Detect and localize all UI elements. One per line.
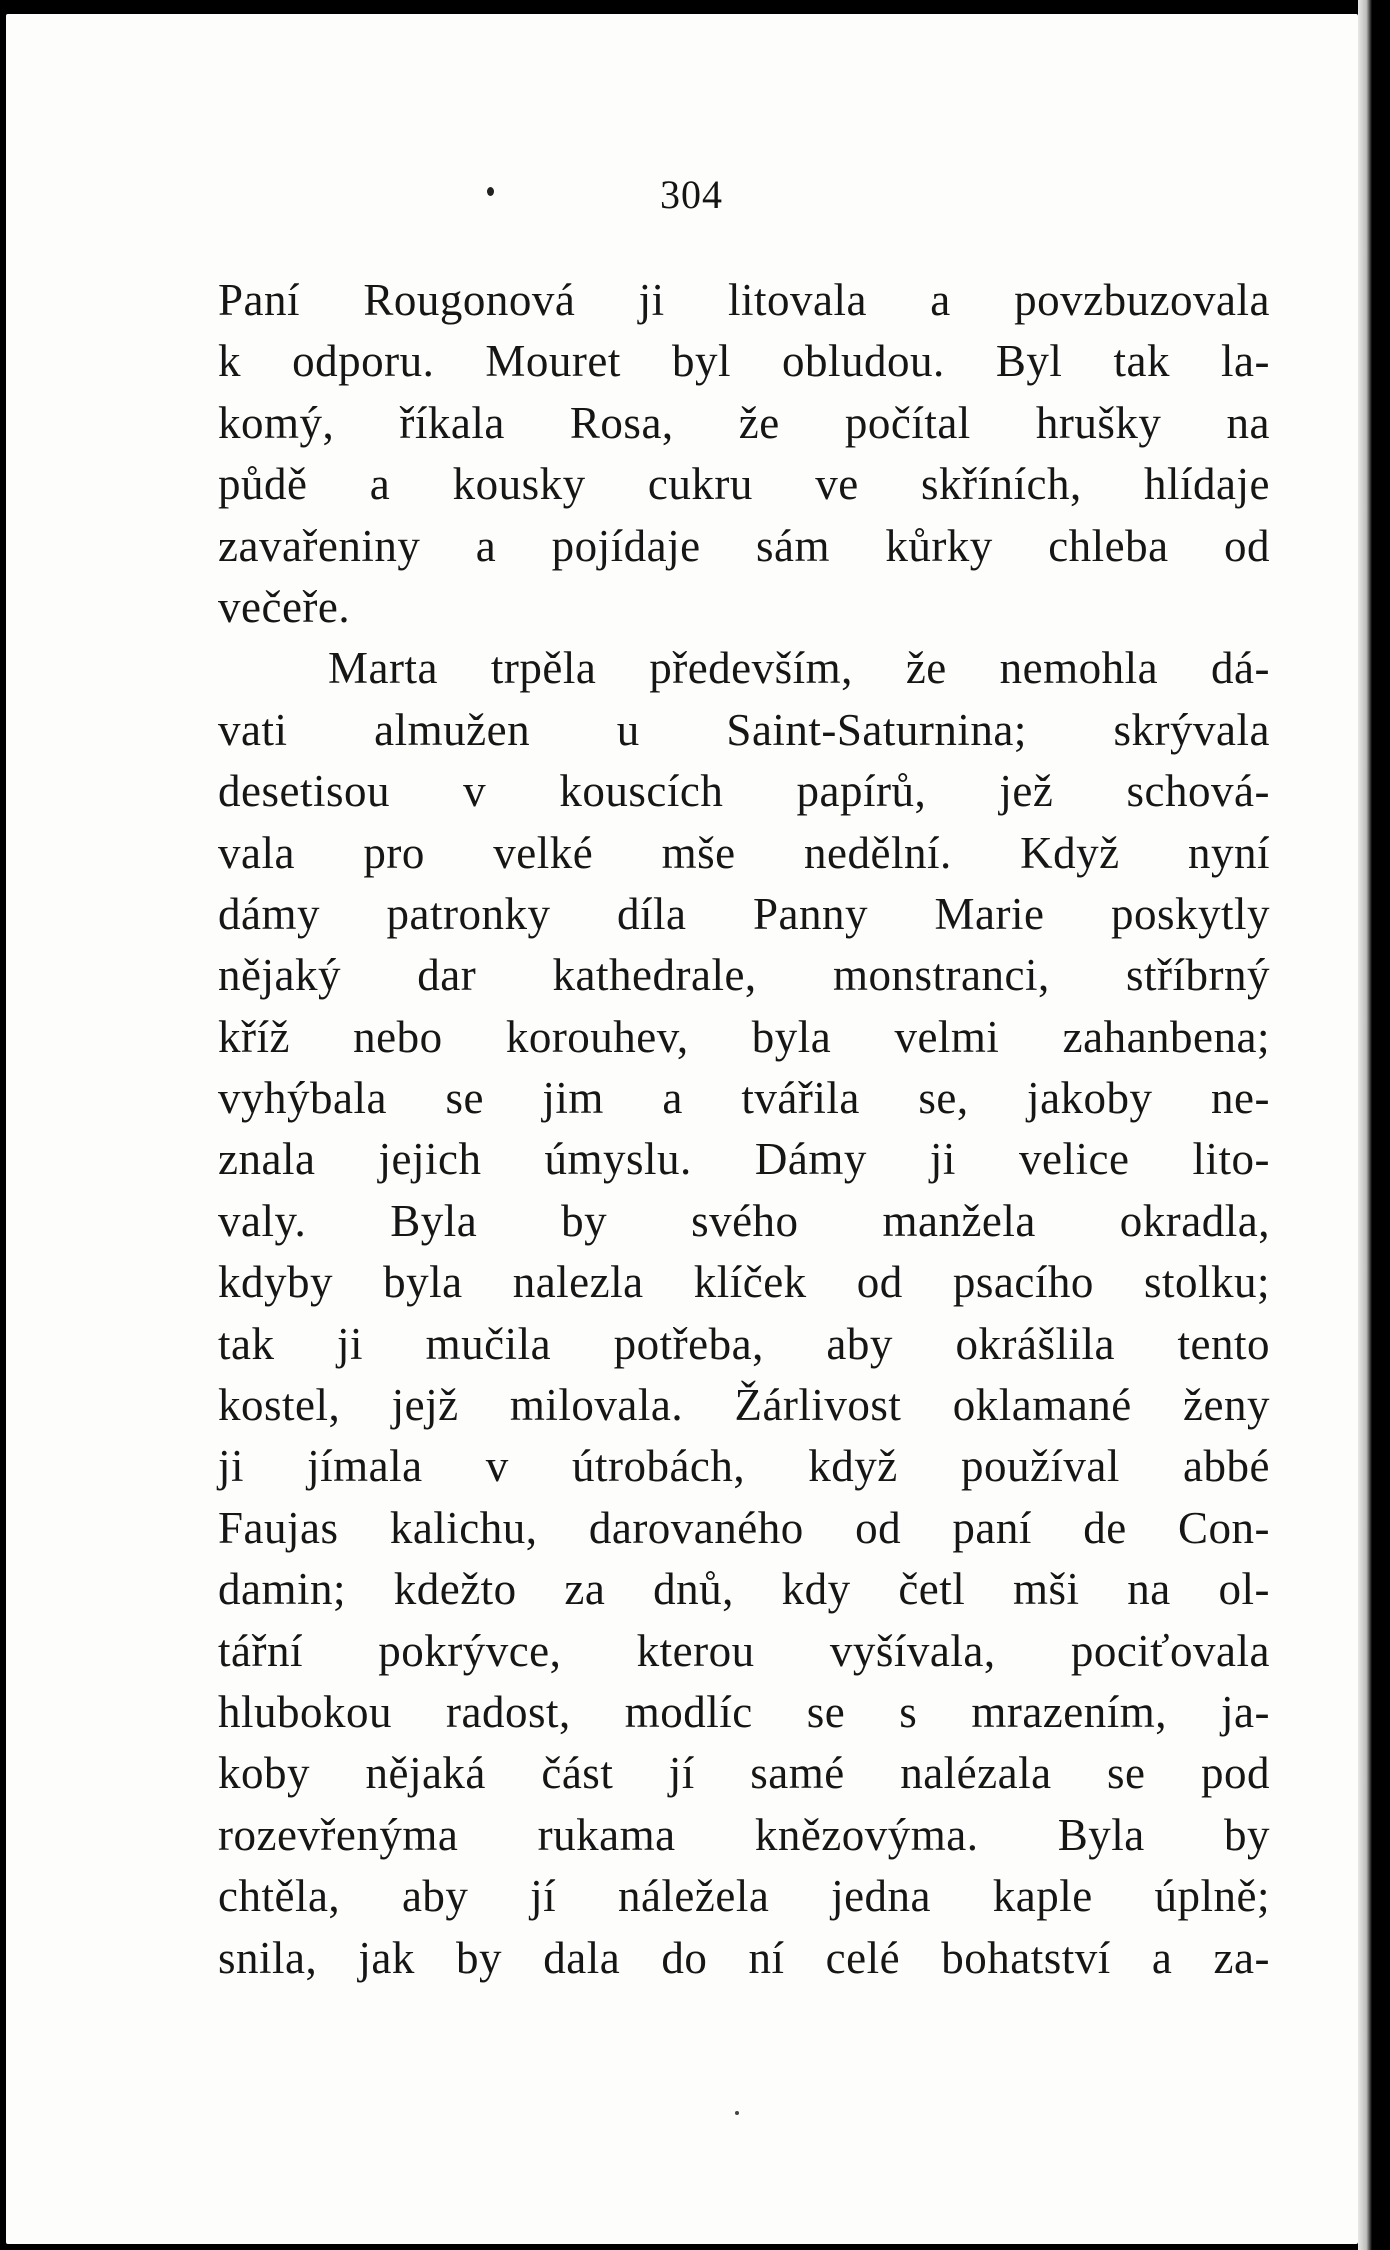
text-line: kostel, jejž milovala. Žárlivost oklamané ženy bbox=[218, 1380, 1270, 1431]
text-line: tak ji mučila potřeba, aby okrášlila tento bbox=[218, 1318, 1270, 1369]
text-line: hlubokou radost, modlíc se s mrazením, ja- bbox=[218, 1686, 1270, 1737]
text-line: chtěla, aby jí náležela jedna kaple úplně; bbox=[218, 1871, 1270, 1922]
text-line: tářní pokrývce, kterou vyšívala, pociťovala bbox=[218, 1625, 1270, 1676]
text-line: vati almužen u Saint-Saturnina; skrývala bbox=[218, 704, 1270, 755]
page-number: 304 bbox=[660, 172, 723, 217]
text-line: půdě a kousky cukru ve skříních, hlídaje bbox=[218, 459, 1270, 510]
text-line: vyhýbala se jim a tvářila se, jakoby ne- bbox=[218, 1073, 1270, 1124]
text-line: Faujas kalichu, darovaného od paní de Con- bbox=[218, 1502, 1270, 1553]
ink-speck bbox=[487, 187, 494, 196]
text-line: dámy patronky díla Panny Marie poskytly bbox=[218, 888, 1270, 939]
text-line: ji jímala v útrobách, když používal abbé bbox=[218, 1441, 1270, 1492]
ink-speck bbox=[735, 2111, 739, 2115]
text-line: zavařeniny a pojídaje sám kůrky chleba od bbox=[218, 520, 1270, 571]
text-line: Paní Rougonová ji litovala a povzbuzovala bbox=[218, 275, 1270, 325]
text-line: znala jejich úmyslu. Dámy ji velice lito- bbox=[218, 1134, 1270, 1185]
text-line: kdyby byla nalezla klíček od psacího stolku; bbox=[218, 1257, 1270, 1308]
text-line: komý, říkala Rosa, že počítal hrušky na bbox=[218, 397, 1270, 448]
text-line: rozevřenýma rukama knězovýma. Byla by bbox=[218, 1809, 1270, 1860]
text-line: večeře. bbox=[218, 581, 351, 632]
text-line: kříž nebo korouhev, byla velmi zahanbena; bbox=[218, 1011, 1270, 1062]
text-line: desetisou v kouscích papírů, jež schová- bbox=[218, 766, 1270, 817]
text-line: k odporu. Mouret byl obludou. Byl tak la- bbox=[218, 336, 1270, 387]
text-line: valy. Byla by svého manžela okradla, bbox=[218, 1195, 1270, 1246]
text-line: koby nějaká část jí samé nalézala se pod bbox=[218, 1748, 1270, 1799]
text-line: snila, jak by dala do ní celé bohatství a za- bbox=[218, 1932, 1270, 1983]
text-line: Marta trpěla především, že nemohla dá- bbox=[328, 643, 1270, 694]
body-text bbox=[218, 270, 1270, 1989]
text-line: nějaký dar kathedrale, monstranci, stříbrný bbox=[218, 950, 1270, 1001]
page-edge-shadow bbox=[1358, 0, 1372, 2250]
text-line: damin; kdežto za dnů, kdy četl mši na ol- bbox=[218, 1564, 1270, 1615]
text-line: vala pro velké mše nedělní. Když nyní bbox=[218, 827, 1270, 878]
